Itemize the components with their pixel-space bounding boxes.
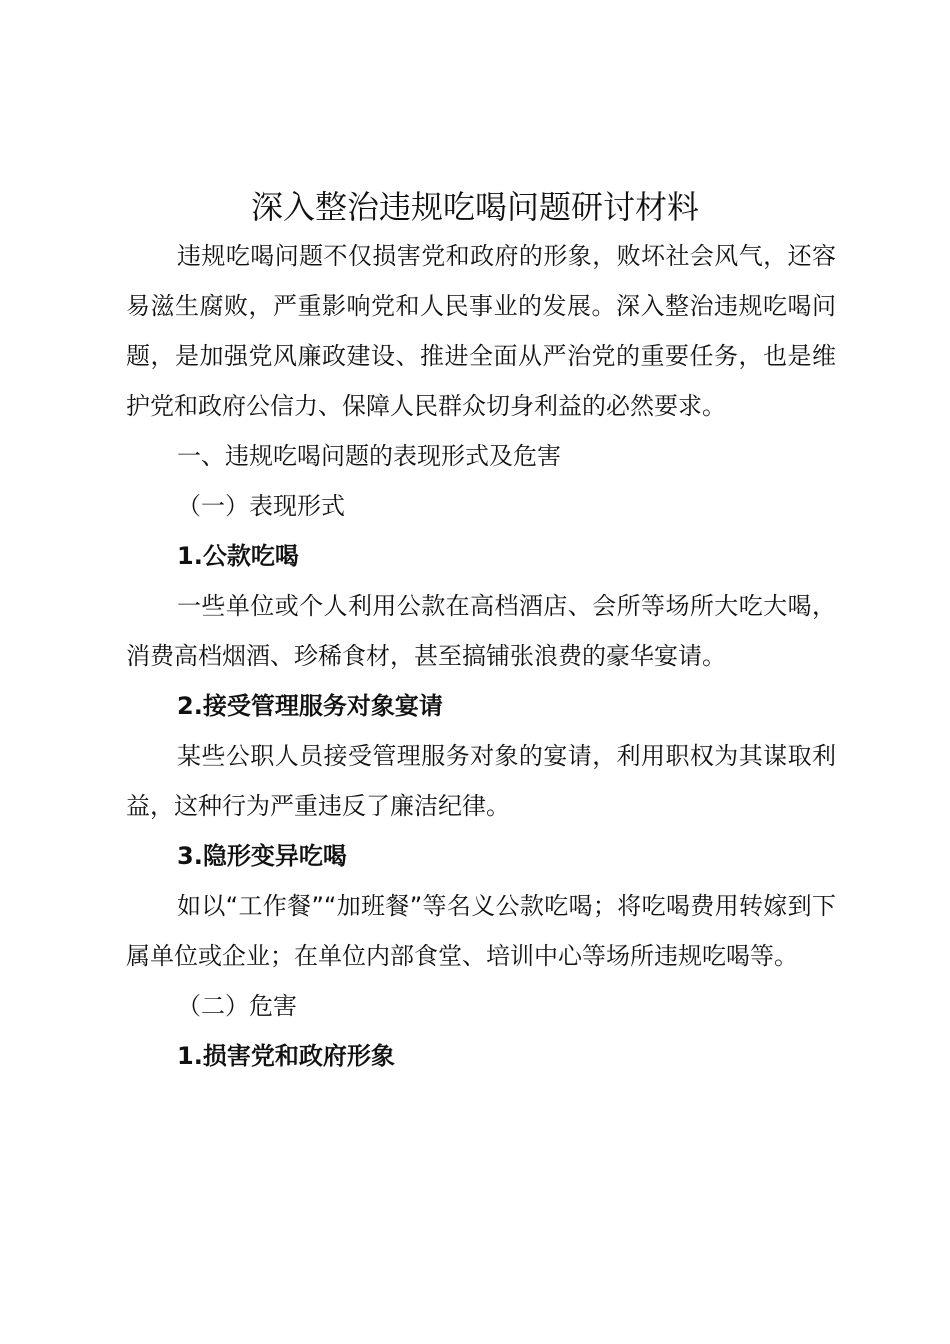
section-heading: 一、违规吃喝问题的表现形式及危害 xyxy=(177,442,561,470)
item-heading: 2.接受管理服务对象宴请 xyxy=(177,692,443,720)
item-heading: 1.公款吃喝 xyxy=(177,542,299,570)
subsection-heading: （一）表现形式 xyxy=(177,492,345,520)
document-body xyxy=(126,231,836,1081)
intro-paragraph: 违规吃喝问题不仅损害党和政府的形象，败坏社会风气，还容易滋生腐败，严重影响党和人民事业的发展。深入整治违规吃喝问题，是加强党风廉政建设、推进全面从严治党的重要任务，也是维护党和政府公信力、保障人民群众切身利益的必然要求。 xyxy=(126,242,836,420)
item-paragraph: 一些单位或个人利用公款在高档酒店、会所等场所大吃大喝，消费高档烟酒、珍稀食材，甚至搞铺张浪费的豪华宴请。 xyxy=(126,592,836,670)
item-heading: 1.损害党和政府形象 xyxy=(177,1042,395,1070)
item-heading: 3.隐形变异吃喝 xyxy=(177,842,347,870)
document-title: 深入整治违规吃喝问题研讨材料 xyxy=(250,188,699,226)
item-paragraph: 如以“工作餐”“加班餐”等名义公款吃喝；将吃喝费用转嫁到下属单位或企业；在单位内部食堂、培训中心等场所违规吃喝等。 xyxy=(126,892,836,970)
subsection-heading: （二）危害 xyxy=(177,992,297,1020)
item-paragraph: 某些公职人员接受管理服务对象的宴请，利用职权为其谋取利益，这种行为严重违反了廉洁纪律。 xyxy=(126,742,836,820)
